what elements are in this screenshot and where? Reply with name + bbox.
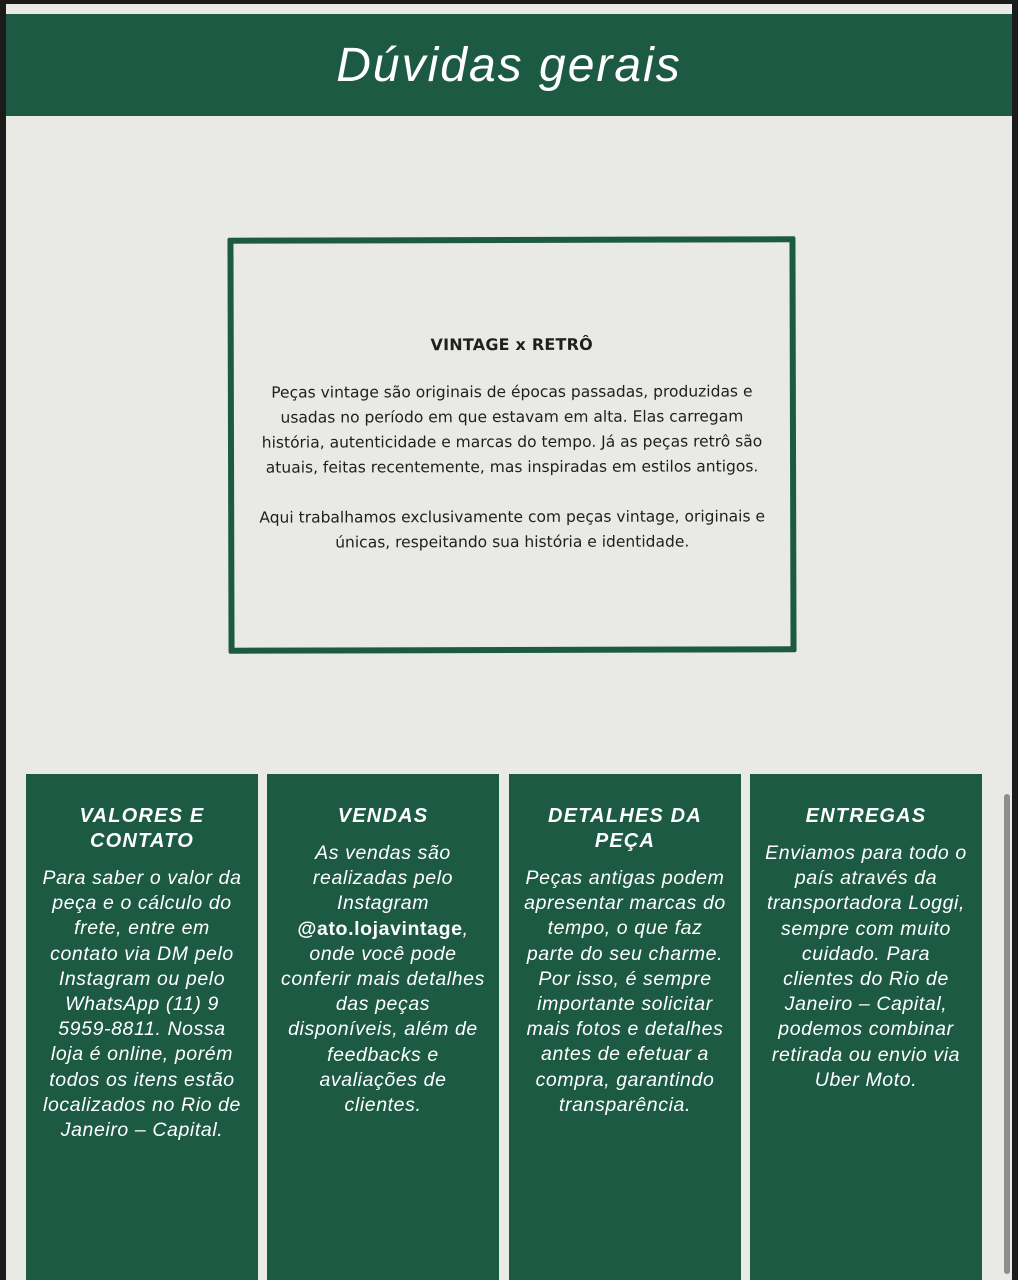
card-detalhes-peca [509, 774, 741, 1280]
faq-cards [26, 774, 981, 1280]
card-title: DETALHES DA PEÇA [548, 805, 702, 852]
page-frame [6, 4, 1012, 1280]
card-text: Para saber o valor da peça e o cálculo do frete, entre em contato via DM pelo Instagram ou pelo WhatsApp (11) 9 5959-8811. Nossa loja é online, porém todos os itens estão localizados no Rio de Janeiro – Capital. [42, 867, 242, 1142]
scrollbar-thumb[interactable] [1004, 794, 1010, 1274]
card-text: Enviamos para todo o país através da transportadora Loggi, sempre com muito cuidado. Para clientes do Rio de Janeiro – Capital, podemos combinar retirada ou envio via Uber Moto. [765, 842, 967, 1091]
card-entregas [750, 774, 982, 1280]
instagram-handle: @ato.lojavintage [297, 917, 463, 940]
info-box-paragraph-1: Peças vintage são originais de épocas passadas, produzidas e usadas no período em que estavam em alta. Elas carregam história, autenticidade e marcas do tempo. Já as peças retrô são atuais, feitas recentemente, mas inspiradas em estilos antigos. [261, 382, 763, 477]
card-text: Peças antigas podem apresentar marcas do tempo, o que faz parte do seu charme. Por isso, é sempre importante solicitar mais fotos e detalhes antes de efetuar a compra, garantindo transparência. [524, 867, 726, 1116]
card-text [281, 841, 485, 1118]
card-title: VALORES E CONTATO [79, 805, 205, 852]
vintage-vs-retro-box [227, 236, 796, 653]
card-text-before: As vendas são realizadas pelo Instagram [312, 842, 454, 915]
page-header [6, 14, 1012, 116]
card-valores-contato [26, 774, 258, 1280]
info-box-title: VINTAGE x RETRÔ [430, 334, 593, 355]
scrollbar[interactable] [1002, 794, 1012, 1274]
card-title: ENTREGAS [805, 805, 927, 827]
page-title: Dúvidas gerais [336, 38, 682, 92]
card-title: VENDAS [337, 805, 429, 827]
card-text-after: , onde você pode conferir mais detalhes das peças disponíveis, além de feedbacks e avaliações de clientes. [281, 917, 485, 1117]
card-vendas [267, 774, 499, 1280]
info-box-paragraph-2: Aqui trabalhamos exclusivamente com peças vintage, originais e únicas, respeitando sua história e identidade. [259, 507, 766, 552]
